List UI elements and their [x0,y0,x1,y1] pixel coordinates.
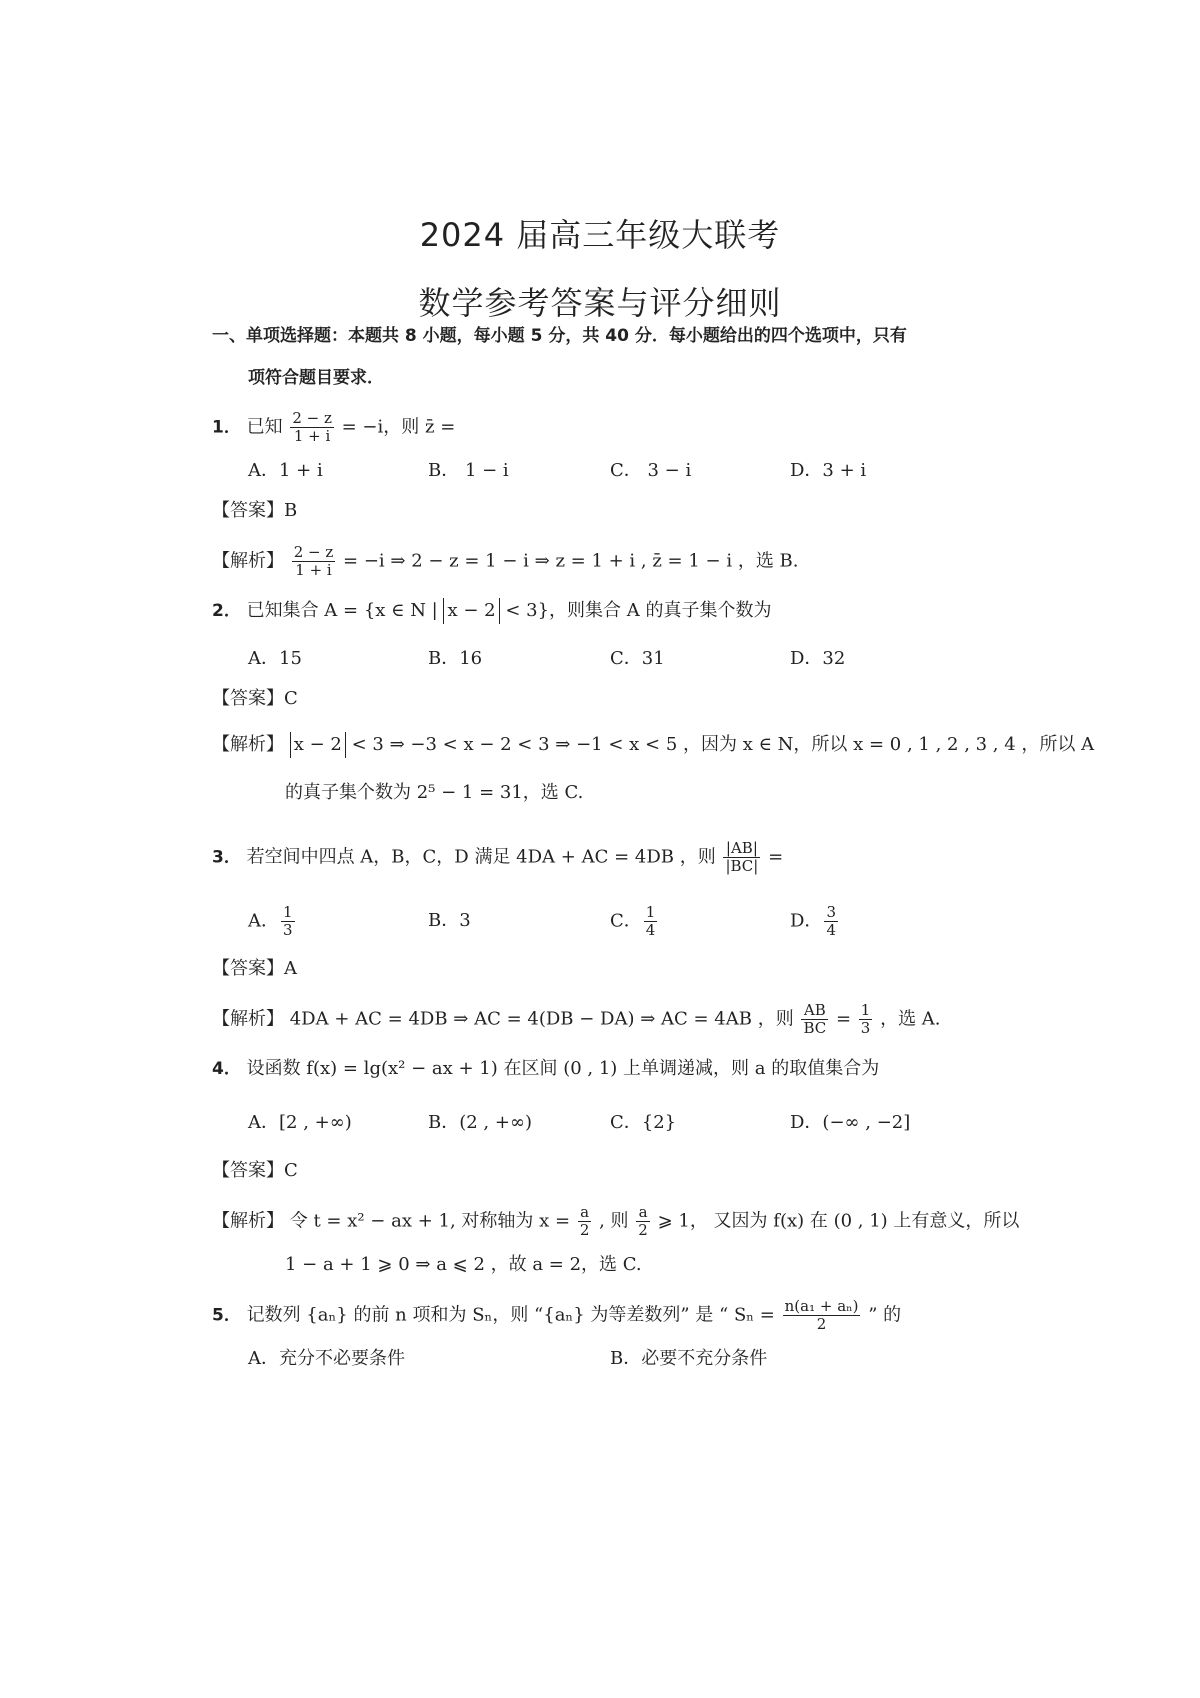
fraction: $\frac{|AB|}{|BC|}$ [725,839,759,875]
answer-label: 【答案】 [212,1160,284,1181]
question-2-analysis [212,732,1094,758]
question-4-answer [212,1158,298,1184]
option-c: C． $\frac{1}{4}$ [610,903,656,939]
answer-value: C [284,688,298,709]
question-number: 2． [212,601,241,621]
answer-value: A [284,958,297,979]
option-b: B．必要不充分条件 [610,1348,768,1369]
section-heading: 一、单项选择题：本题共 8 小题，每小题 5 分，共 40 分．每小题给出的四个选项中，只有 [212,326,907,346]
option-b: B．16 [428,648,483,669]
analysis-label: 【解析】 [212,1008,284,1030]
fraction: $\frac{\text{n(a₁ + aₙ)}}{2}$ [784,1297,859,1333]
fraction: $\frac{1}{3}$ [860,1001,871,1037]
absolute-value: x − 2 [443,598,499,624]
fraction: $\frac{a}{2}$ [638,1203,648,1239]
question-2-answer [212,686,298,712]
analysis-text: 令 t = x² − ax + 1, 对称轴为 x = [289,1210,571,1232]
option-c: C． 3 − i [610,460,692,481]
question-1-stem [212,410,455,445]
section-heading-continued: 项符合题目要求． [248,368,384,388]
stem-text: ” 的 [868,1304,902,1326]
question-4-stem [212,1056,879,1082]
question-4-analysis-continued: 1 − a + 1 ⩾ 0 ⇒ a ⩽ 2 ，故 a = 2，选 C. [285,1254,642,1275]
question-5-stem [212,1298,901,1333]
analysis-text: ⩾ 1， 又因为 f(x) 在 (0 , 1) 上有意义，所以 [657,1210,1020,1232]
option-b: B． 1 − i [428,460,509,481]
analysis-text: 4DA + AC = 4DB ⇒ AC = 4(DB − DA) ⇒ AC = 4AB ，则 [289,1008,794,1030]
answer-value: B [284,500,298,521]
absolute-value: x − 2 [290,732,346,758]
option-a: A．[2 , +∞) [248,1112,352,1133]
stem-text: 已知 [246,416,283,438]
question-1-answer [212,498,297,524]
fraction: $\frac{2 - z}{1 + i}$ [292,409,332,445]
option-c: C．{2} [610,1112,677,1133]
option-a: A．1 + i [248,460,323,481]
stem-text: 已知集合 A = {x ∈ N | [246,600,438,621]
question-2-analysis-continued: 的真子集个数为 2⁵ − 1 = 31，选 C. [285,782,584,803]
equals-sign: = [768,846,784,868]
analysis-text: = −i ⇒ 2 − z = 1 − i ⇒ z = 1 + i , z̄ = 1 − i ，选 B. [343,550,799,572]
stem-text: 若空间中四点 A，B，C，D 满足 4DA + AC = 4DB ，则 [246,846,716,868]
stem-text: 记数列 {aₙ} 的前 n 项和为 Sₙ，则 “{aₙ} 为等差数列” 是 “ Sₙ = [246,1304,775,1326]
fraction: $\frac{a}{2}$ [579,1203,590,1239]
question-number: 4． [212,1059,241,1079]
analysis-label: 【解析】 [212,1210,284,1232]
stem-text: z̄ = [425,416,456,438]
stem-text: < 3}，则集合 A 的真子集个数为 [505,600,772,621]
analysis-label: 【解析】 [212,550,284,572]
option-a: A． $\frac{1}{3}$ [248,903,293,939]
answer-value: C [284,1160,298,1181]
answer-label: 【答案】 [212,958,284,979]
equals-sign: = [835,1008,852,1030]
document-subtitle: 数学参考答案与评分细则 [418,284,782,322]
option-b: B．(2 , +∞) [428,1112,532,1133]
fraction: $\frac{2 - z}{1 + i}$ [293,543,334,579]
fraction: $\frac{AB}{BC}$ [803,1001,827,1037]
document-title: 2024 届高三年级大联考 [419,216,781,254]
question-number: 5． [212,1305,241,1326]
question-number: 1． [212,417,241,438]
option-d: D．(−∞ , −2] [790,1112,911,1133]
question-number: 3． [212,847,241,868]
question-3-analysis [212,1002,941,1037]
question-1-analysis [212,544,799,579]
option-c: C．31 [610,648,665,669]
analysis-text: ，选 A. [880,1008,941,1030]
option-a: A．15 [248,648,302,669]
analysis-label: 【解析】 [212,734,284,755]
question-3-stem [212,840,783,875]
stem-text: = −i，则 [341,416,420,438]
question-3-answer [212,956,297,982]
analysis-text: , 则 [599,1210,629,1232]
option-d: D．3 + i [790,460,867,481]
answer-label: 【答案】 [212,688,284,709]
question-4-analysis [212,1204,1019,1239]
option-a: A．充分不必要条件 [248,1348,405,1369]
answer-label: 【答案】 [212,500,284,521]
analysis-text: < 3 ⇒ −3 < x − 2 < 3 ⇒ −1 < x < 5 ，因为 x ∈ N，所以 x = 0 , 1 , 2 , 3 , 4 ，所以 A [351,734,1095,755]
option-d: D．32 [790,648,846,669]
stem-text: 设函数 f(x) = lg(x² − ax + 1) 在区间 (0 , 1) 上单调递减，则 a 的取值集合为 [246,1058,880,1079]
option-d: D． $\frac{3}{4}$ [790,903,836,939]
question-2-stem [212,598,772,624]
option-b: B．3 [428,910,471,931]
